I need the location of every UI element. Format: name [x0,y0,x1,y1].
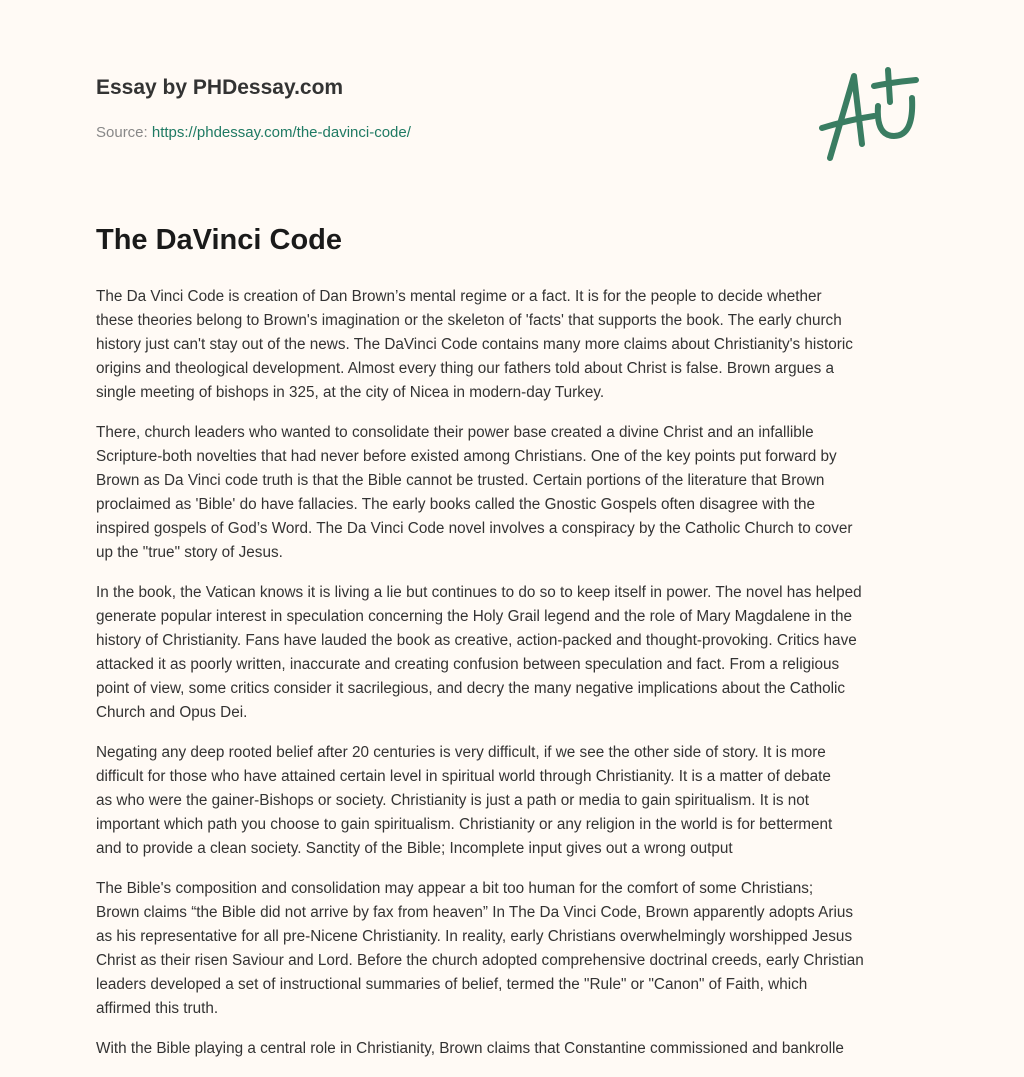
essay-paragraph [96,877,936,1021]
paragraph-line: history of Christianity. Fans have lauded the book as creative, action-packed and thought-provoking. Critics have [96,632,857,649]
paragraph-line: Church and Opus Dei. [96,704,248,721]
paragraph-line: In the book, the Vatican knows it is living a lie but continues to do so to keep itself in power. The novel has helped [96,584,862,601]
paragraph-line: Christ as their risen Saviour and Lord. Before the church adopted comprehensive doctrinal creeds, early Christian [96,952,864,969]
paragraph-line: There, church leaders who wanted to consolidate their power base created a divine Christ and an infallible [96,424,814,441]
paragraph-line: The Da Vinci Code is creation of Dan Brown’s mental regime or a fact. It is for the people to decide whether [96,288,822,305]
essay-paragraph [96,285,936,405]
paragraph-line: single meeting of bishops in 325, at the city of Nicea in modern-day Turkey. [96,384,605,401]
essay-paragraph [96,581,936,725]
paragraph-line: as who were the gainer-Bishops or society. Christianity is just a path or media to gain spiritualism. It is not [96,792,810,809]
paragraph-line: important which path you choose to gain spiritualism. Christianity or any religion in the world is for betterment [96,816,833,833]
site-brand: Essay by PHDessay.com [96,76,344,99]
essay-paragraph [96,421,936,565]
essay-paragraph [96,1037,936,1061]
paragraph-line: With the Bible playing a central role in Christianity, Brown claims that Constantine commissioned and bankrolle [96,1040,844,1057]
a-plus-logo-icon [818,66,928,166]
paragraph-line: Brown as Da Vinci code truth is that the Bible cannot be trusted. Certain portions of the literature that Brown [96,472,825,489]
paragraph-line: origins and theological development. Almost every thing our fathers told about Christ is false. Brown argues a [96,360,835,377]
paragraph-line: and to provide a clean society. Sanctity of the Bible; Incomplete input gives out a wrong output [96,840,733,857]
essay-title: The DaVinci Code [96,224,343,256]
essay-paragraph [96,741,936,861]
paragraph-line: generate popular interest in speculation concerning the Holy Grail legend and the role of Mary Magdalene in the [96,608,852,625]
source-label: Source: [96,124,148,141]
source-link[interactable]: https://phdessay.com/the-davinci-code/ [151,124,411,141]
paragraph-line: proclaimed as 'Bible' do have fallacies. The early books called the Gnostic Gospels often disagree with the [96,496,815,513]
paragraph-line: difficult for those who have attained certain level in spiritual world through Christianity. It is a matter of debate [96,768,831,785]
paragraph-line: Negating any deep rooted belief after 20 centuries is very difficult, if we see the other side of story. It is more [96,744,826,761]
paragraph-line: attacked it as poorly written, inaccurate and creating confusion between speculation and fact. From a religious [96,656,840,673]
paragraph-line: The Bible's composition and consolidation may appear a bit too human for the comfort of some Christians; [96,880,814,897]
paragraph-line: Scripture-both novelties that had never before existed among Christians. One of the key points put forward by [96,448,837,465]
paragraph-line: history just can't stay out of the news. The DaVinci Code contains many more claims about Christianity's historic [96,336,853,353]
paragraph-line: these theories belong to Brown's imagination or the skeleton of 'facts' that supports the book. The early church [96,312,842,329]
paragraph-line: affirmed this truth. [96,1000,219,1017]
paragraph-line: Brown claims “the Bible did not arrive by fax from heaven” In The Da Vinci Code, Brown apparently adopts Arius [96,904,854,921]
paragraph-line: inspired gospels of God’s Word. The Da Vinci Code novel involves a conspiracy by the Catholic Church to cover [96,520,853,537]
source-line [96,124,411,141]
paragraph-line: as his representative for all pre-Nicene Christianity. In reality, early Christians overwhelmingly worshipped Jesus [96,928,853,945]
paragraph-line: leaders developed a set of instructional summaries of belief, termed the "Rule" or "Canon" of Faith, which [96,976,808,993]
paragraph-line: point of view, some critics consider it sacrilegious, and decry the many negative implications about the Catholic [96,680,846,697]
paragraph-line: up the "true" story of Jesus. [96,544,283,561]
essay-body [96,285,936,1077]
